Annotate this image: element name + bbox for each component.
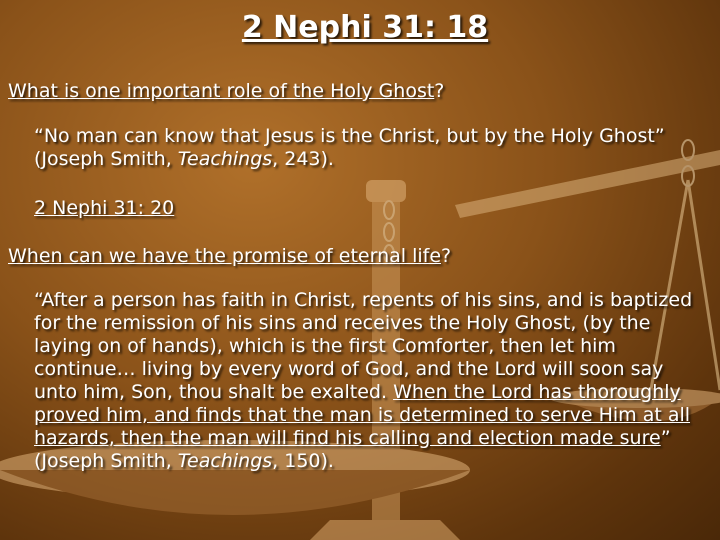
question-mark: ?: [441, 245, 452, 267]
quote-text: “After a person has faith in Christ, repents of his sins, and is baptized for the remission of his sins and receives the Holy Ghost, (by the laying on of hands), which is the first Comforter, then let him continue… living by every word of God, and the Lord will soon say unto him, Son, thou shalt be exalted.: [34, 289, 693, 403]
question-text: When can we have the promise of eternal life: [8, 245, 442, 267]
quote-source-italic: Teachings: [177, 450, 273, 472]
question-eternal-life: [8, 245, 451, 267]
quote-page: , 150).: [272, 450, 334, 472]
question-mark: ?: [434, 80, 445, 102]
quote-underlined-text: When the Lord has thoroughly proved him, and finds that the man is determined to serve Him at all hazards, then the man will find his calling and election made sure: [34, 381, 691, 449]
scripture-reference-2-nephi-31-20: [34, 197, 704, 220]
quote-text: “No man can know that Jesus is the Christ, but by the Holy Ghost” (Joseph Smith,: [34, 125, 665, 170]
question-text: What is one important role of the Holy Ghost: [8, 80, 435, 102]
quote-source-italic: Teachings: [177, 148, 273, 170]
quote-citation: ” (Joseph Smith,: [34, 427, 671, 472]
quote-citation: , 243).: [272, 148, 334, 170]
question-holy-ghost-role: [8, 80, 444, 102]
reference-text: 2 Nephi 31: 20: [34, 197, 175, 219]
slide-title: 2 Nephi 31: 18: [241, 10, 489, 45]
quote-eternal-life-answer: [34, 289, 704, 473]
quote-holy-ghost-answer: [34, 125, 704, 171]
